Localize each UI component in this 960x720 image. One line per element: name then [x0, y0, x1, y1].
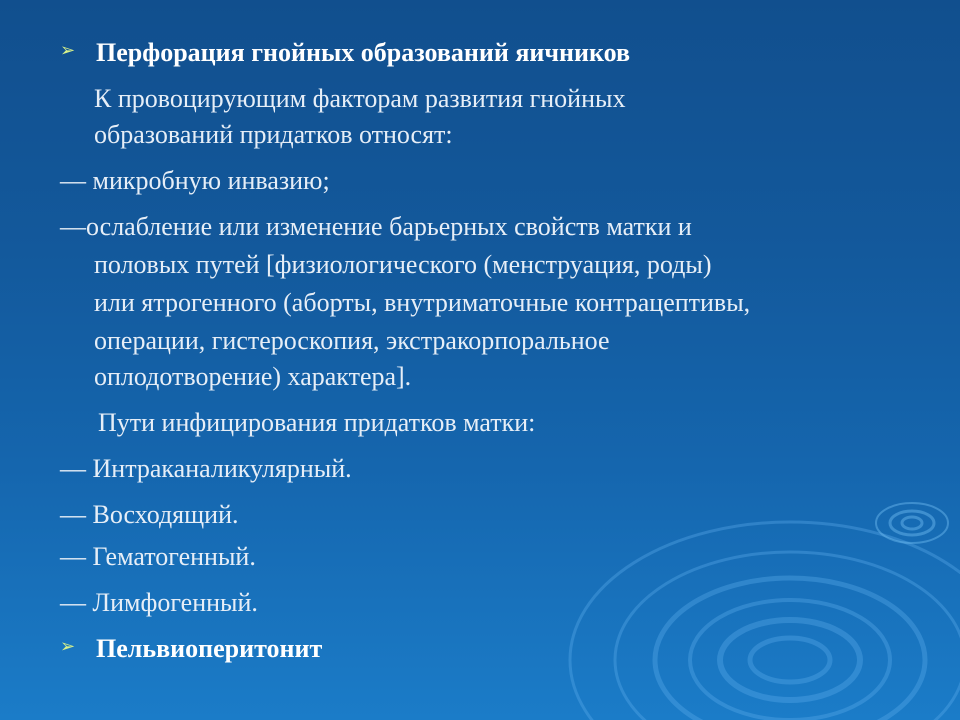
intro-line-1: К провоцирующим факторам развития гнойных: [94, 84, 626, 113]
route-item: — Гематогенный.: [60, 542, 256, 571]
chevron-right-icon: ➢: [60, 636, 76, 657]
factor-barrier-line-2: половых путей [физиологического (менструация, роды): [94, 250, 712, 279]
factor-barrier-line-4: операции, гистероскопия, экстракорпоральное: [94, 326, 610, 355]
heading-perforation: Перфорация гнойных образований яичников: [96, 38, 631, 67]
factor-barrier-line-3: или ятрогенного (аборты, внутриматочные контрацептивы,: [94, 288, 751, 317]
heading-pelvioperitonitis: Пельвиоперитонит: [96, 634, 323, 663]
factor-barrier-line-1: —ослабление или изменение барьерных свойств матки и: [60, 212, 692, 241]
routes-heading: Пути инфицирования придатков матки:: [98, 408, 536, 437]
factor-microbial: — микробную инвазию;: [60, 166, 330, 195]
route-item: — Интраканаликулярный.: [60, 454, 352, 483]
intro-line-2: образований придатков относят:: [94, 120, 453, 149]
chevron-right-icon: ➢: [60, 40, 76, 61]
route-item: — Восходящий.: [60, 500, 239, 529]
factor-barrier-line-5: оплодотворение) характера].: [94, 362, 412, 391]
route-item: — Лимфогенный.: [60, 588, 258, 617]
